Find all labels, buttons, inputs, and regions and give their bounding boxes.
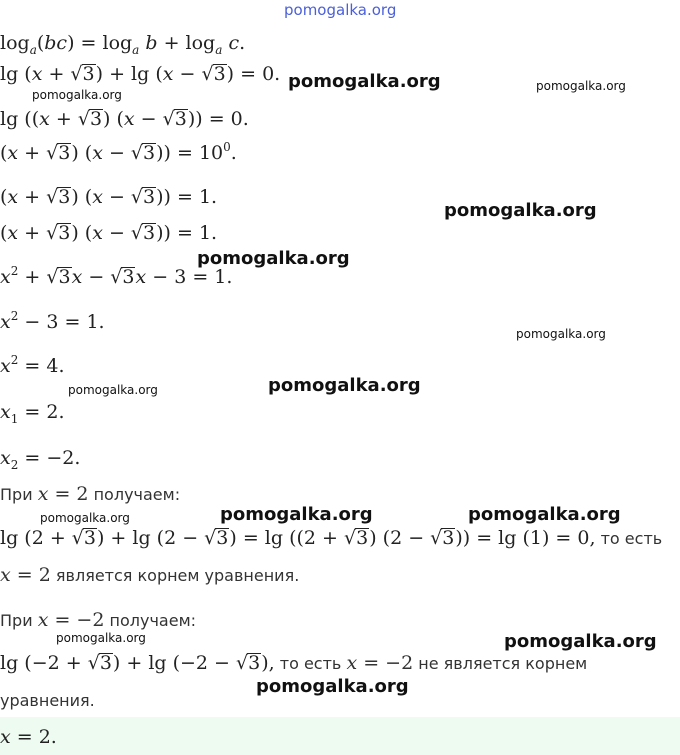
- equation-3: (x + √3) $(x - √3)) = 10^0$.: [0, 140, 237, 164]
- equation-7: $x^2 - 3 = 1$.: [0, 309, 105, 333]
- check-1-substitution: lg (2 + √3) + lg (2 − √3) = lg ((2 + √3) (2 − √3)) = lg (1) = 0, то есть: [0, 527, 663, 549]
- check-2-substitution: lg (−2 + √3) + lg (−2 − √3), то есть x = −2 не является корнем: [0, 652, 588, 674]
- watermark: pomogalka.org: [468, 504, 621, 525]
- watermark: pomogalka.org: [504, 631, 657, 652]
- equation-4: (x + √3) (x − √3)) = 1.: [0, 186, 218, 208]
- check-2-conclusion: уравнения.: [0, 691, 95, 710]
- check-1-conclusion: x = 2 является корнем уравнения.: [0, 564, 300, 586]
- answer: x = 2.: [0, 726, 57, 748]
- watermark: pomogalka.org: [536, 79, 626, 93]
- watermark: pomogalka.org: [220, 504, 373, 525]
- watermark: pomogalka.org: [256, 676, 409, 697]
- root-1: $x_1 = 2$.: [0, 401, 65, 426]
- watermark: pomogalka.org: [32, 88, 122, 102]
- log-rule: $\log_a(bc) = \log_a b + \log_a c$.: [0, 32, 246, 57]
- watermark: pomogalka.org: [197, 248, 350, 269]
- equation-1: lg (x + √3) + lg (x − √3) = 0.: [0, 63, 281, 85]
- watermark: pomogalka.org: [68, 383, 158, 397]
- watermark: pomogalka.org: [444, 200, 597, 221]
- root-2: $x_2 = -2$.: [0, 447, 81, 472]
- equation-8: $x^2 = 4$.: [0, 353, 65, 377]
- header-site-link[interactable]: pomogalka.org: [284, 1, 397, 19]
- watermark: pomogalka.org: [288, 71, 441, 92]
- watermark: pomogalka.org: [40, 511, 130, 525]
- answer-box: [0, 717, 680, 755]
- watermark: pomogalka.org: [56, 631, 146, 645]
- equation-2: lg ((x + √3) (x − √3)) = 0.: [0, 108, 249, 130]
- watermark: pomogalka.org: [268, 375, 421, 396]
- equation-5: (x + √3) (x − √3)) = 1.: [0, 222, 218, 244]
- check-2-heading: При x = −2 получаем:: [0, 609, 197, 631]
- equation-6: $x^2 + √3x - √3x - 3 = 1$.: [0, 264, 233, 288]
- check-1-heading: При x = 2 получаем:: [0, 483, 181, 505]
- watermark: pomogalka.org: [516, 327, 606, 341]
